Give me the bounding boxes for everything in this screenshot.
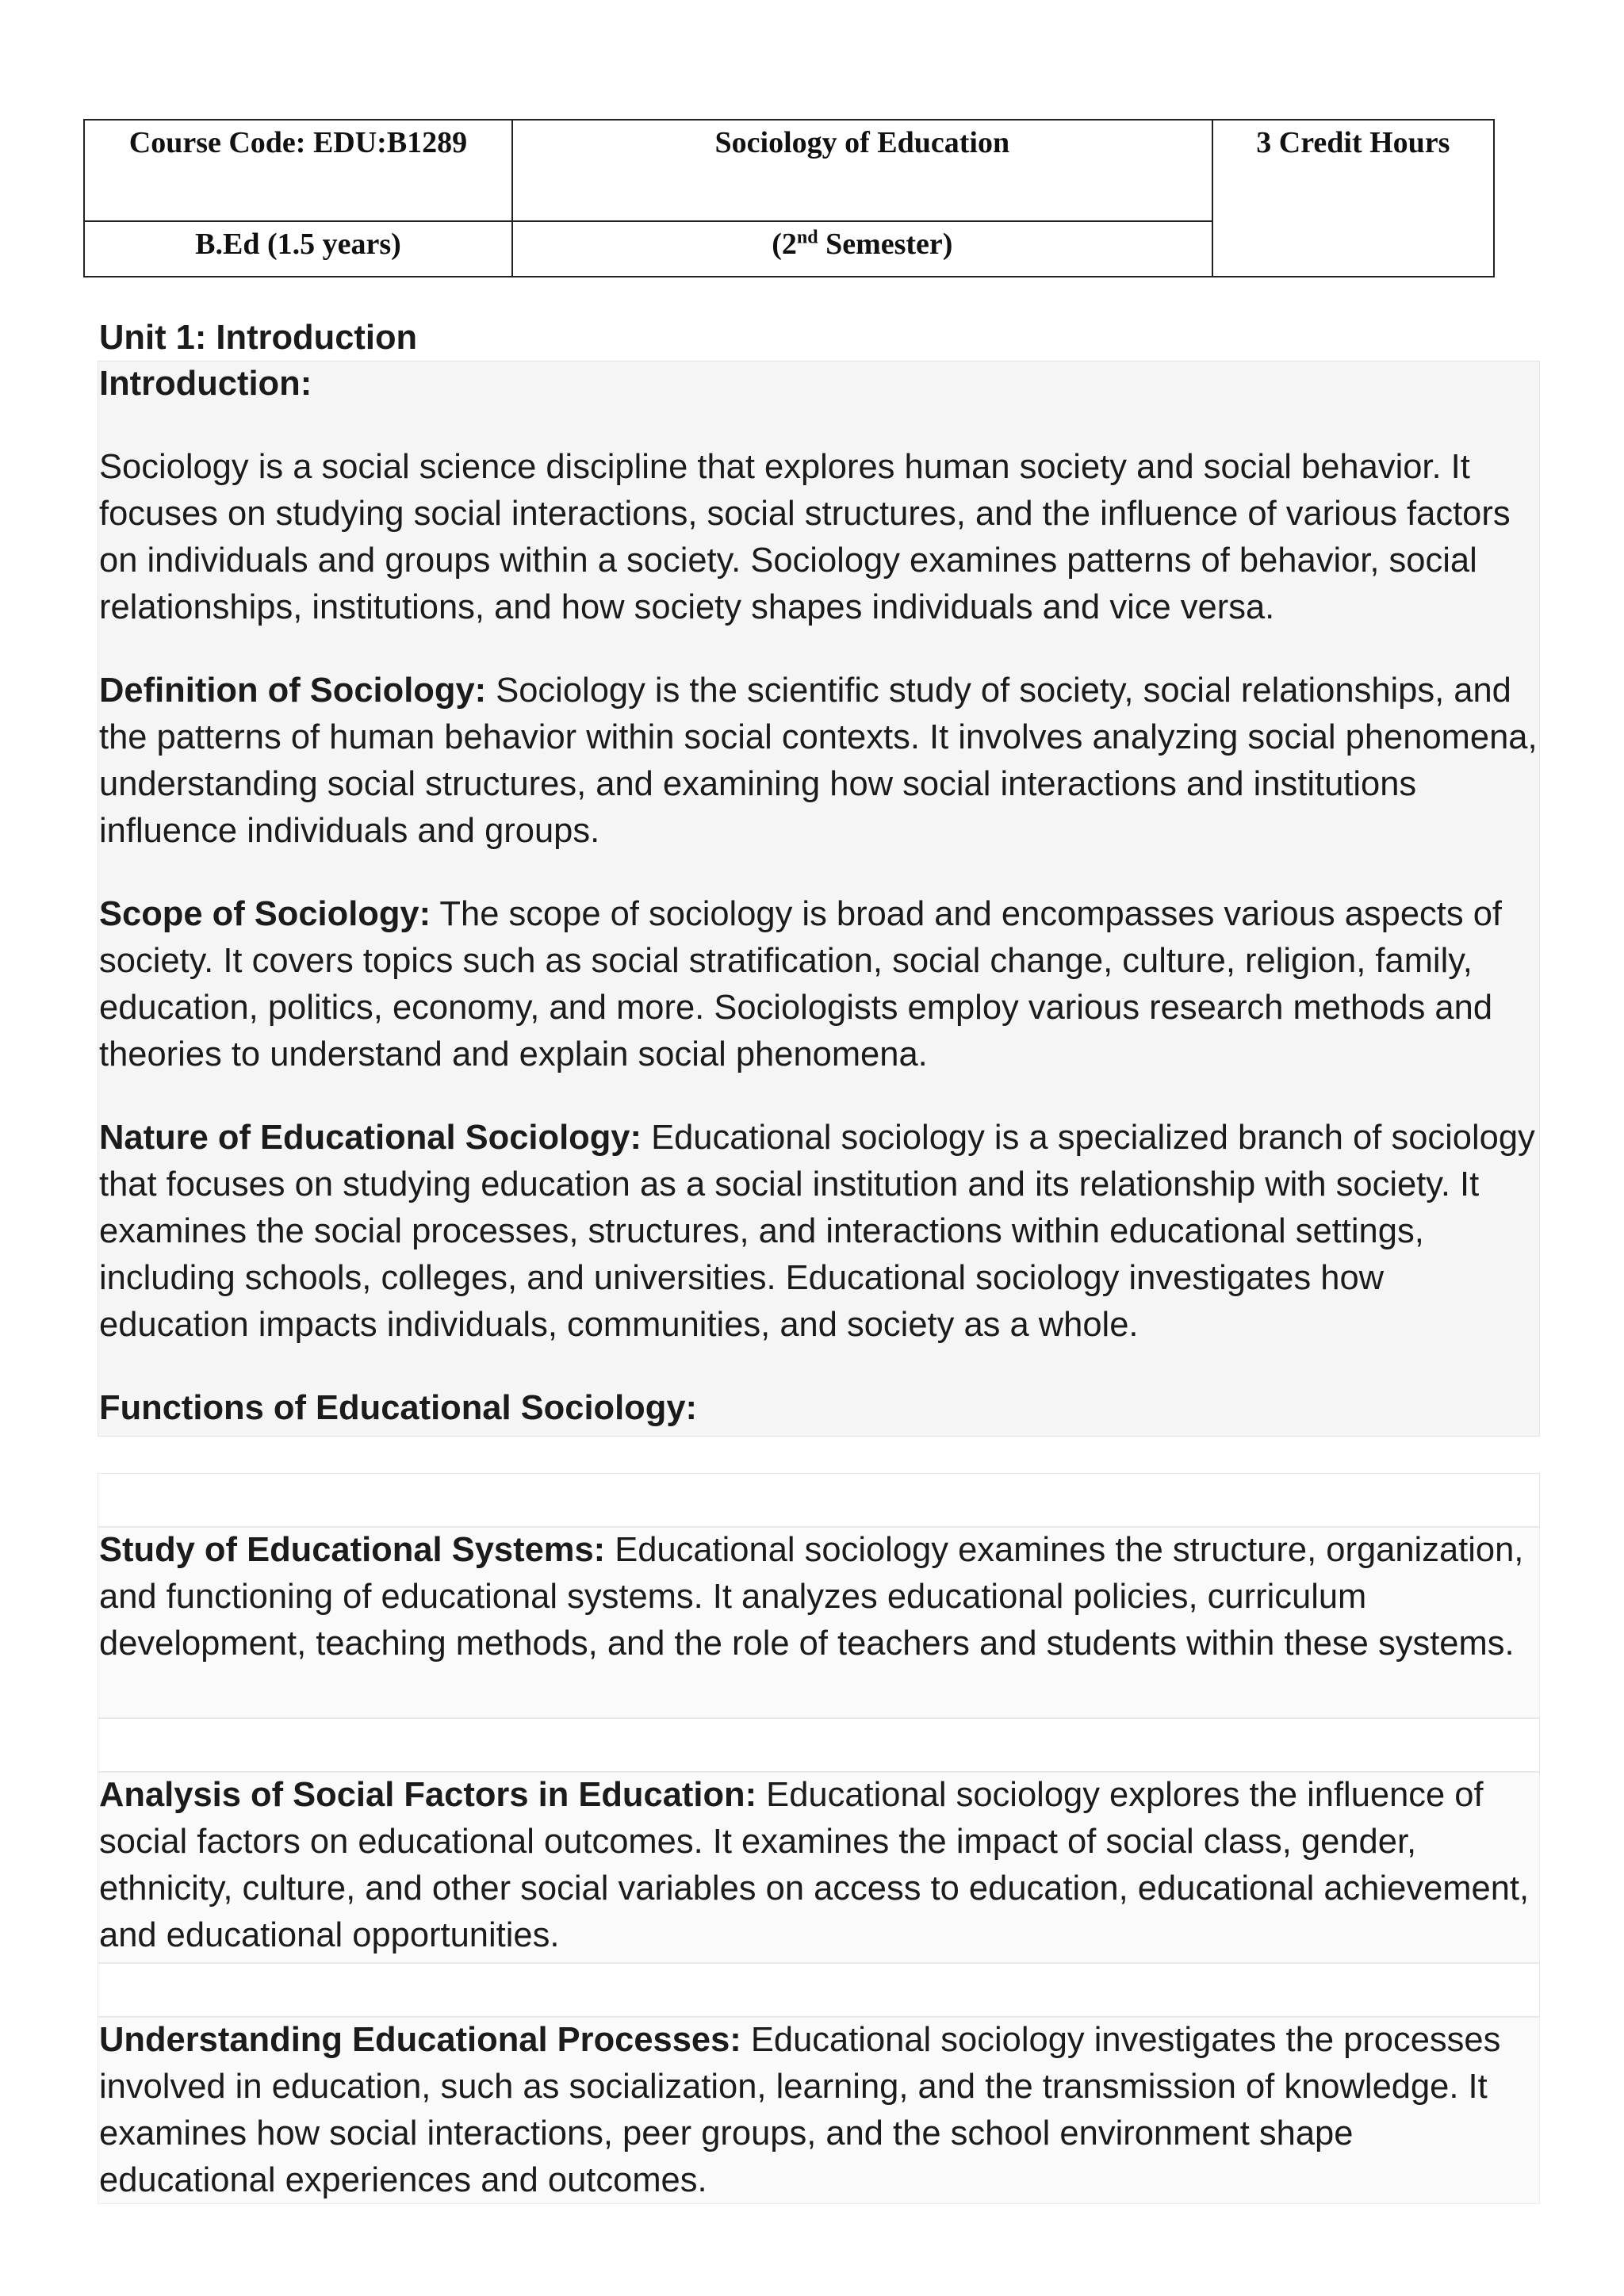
- scope-label: Scope of Sociology:: [99, 895, 431, 933]
- nature-text: Educational sociology is a specialized branch of sociology that focuses on studying education as a social institution and its relationship with society. It examines the social processes, structures, and interactions within educational settings, including schools, colleges, and universities. Educational sociology investigates how education impacts individuals, communities, and society as a whole.: [99, 1119, 1535, 1344]
- function-paragraph-social-factors: [99, 1772, 1538, 1959]
- section-divider: [98, 1718, 1540, 1772]
- semester-label: [772, 228, 952, 261]
- course-title: Sociology of Education: [714, 126, 1010, 159]
- section-divider: [98, 1473, 1540, 1527]
- introduction-paragraph: Sociology is a social science discipline that explores human society and social behavior. It focuses on studying social interactions, social structures, and the influence of various factors on individuals and groups within a society. Sociology examines patterns of behavior, social relationships, institutions, and how society shapes individuals and vice versa.: [99, 448, 1511, 626]
- scope-paragraph: [99, 891, 1538, 1078]
- definition-text: Sociology is the scientific study of society, social relationships, and the patterns of human behavior within social contexts. It involves analyzing social phenomena, understanding social structures, and examining how social interactions and institutions influence individuals and groups.: [99, 672, 1538, 850]
- program-name: B.Ed (1.5 years): [195, 228, 401, 261]
- course-code: Course Code: EDU:B1289: [128, 126, 468, 159]
- course-info-table: [83, 119, 1495, 277]
- credit-hours-cell: [1212, 120, 1494, 277]
- semester-close: Semester): [818, 228, 953, 261]
- program-cell: [84, 221, 512, 277]
- unit-heading: Unit 1: Introduction: [99, 319, 418, 357]
- definition-paragraph: [99, 668, 1538, 855]
- function-label: Understanding Educational Processes:: [99, 2021, 741, 2059]
- function-text: Educational sociology investigates the processes involved in education, such as socialization, learning, and the transmission of knowledge. It examines how social interactions, peer groups, and the school environment shape educational experiences and outcomes.: [99, 2021, 1501, 2199]
- nature-label: Nature of Educational Sociology:: [99, 1119, 642, 1157]
- semester-ordinal: nd: [796, 227, 818, 248]
- function-label: Analysis of Social Factors in Education:: [99, 1776, 757, 1814]
- course-title-cell: [512, 120, 1212, 221]
- section-divider: [98, 1963, 1540, 2017]
- functions-heading: Functions of Educational Sociology:: [99, 1389, 698, 1427]
- semester-open: (2: [772, 228, 797, 261]
- function-label: Study of Educational Systems:: [99, 1531, 606, 1569]
- course-code-cell: [84, 120, 512, 221]
- introduction-heading: Introduction:: [99, 365, 312, 403]
- function-text: Educational sociology explores the influence of social factors on educational outcomes. It examines the impact of social class, gender, ethnicity, culture, and other social variables on access to education, educational achievement, and educational opportunities.: [99, 1776, 1530, 1954]
- nature-paragraph: [99, 1115, 1538, 1349]
- credit-hours: 3 Credit Hours: [1256, 126, 1450, 159]
- scope-text: The scope of sociology is broad and encompasses various aspects of society. It covers topics such as social stratification, social change, culture, religion, family, education, politics, economy, and more. Sociologists employ various research methods and theories to understand and explain social phenomena.: [99, 895, 1503, 1073]
- definition-label: Definition of Sociology:: [99, 672, 487, 710]
- function-text: Educational sociology examines the structure, organization, and functioning of educational systems. It analyzes educational policies, curriculum development, teaching methods, and the role of teachers and students within these systems.: [99, 1531, 1524, 1663]
- function-paragraph-educational-systems: [99, 1527, 1538, 1667]
- semester-cell: [512, 221, 1212, 277]
- function-paragraph-educational-processes: [99, 2017, 1538, 2204]
